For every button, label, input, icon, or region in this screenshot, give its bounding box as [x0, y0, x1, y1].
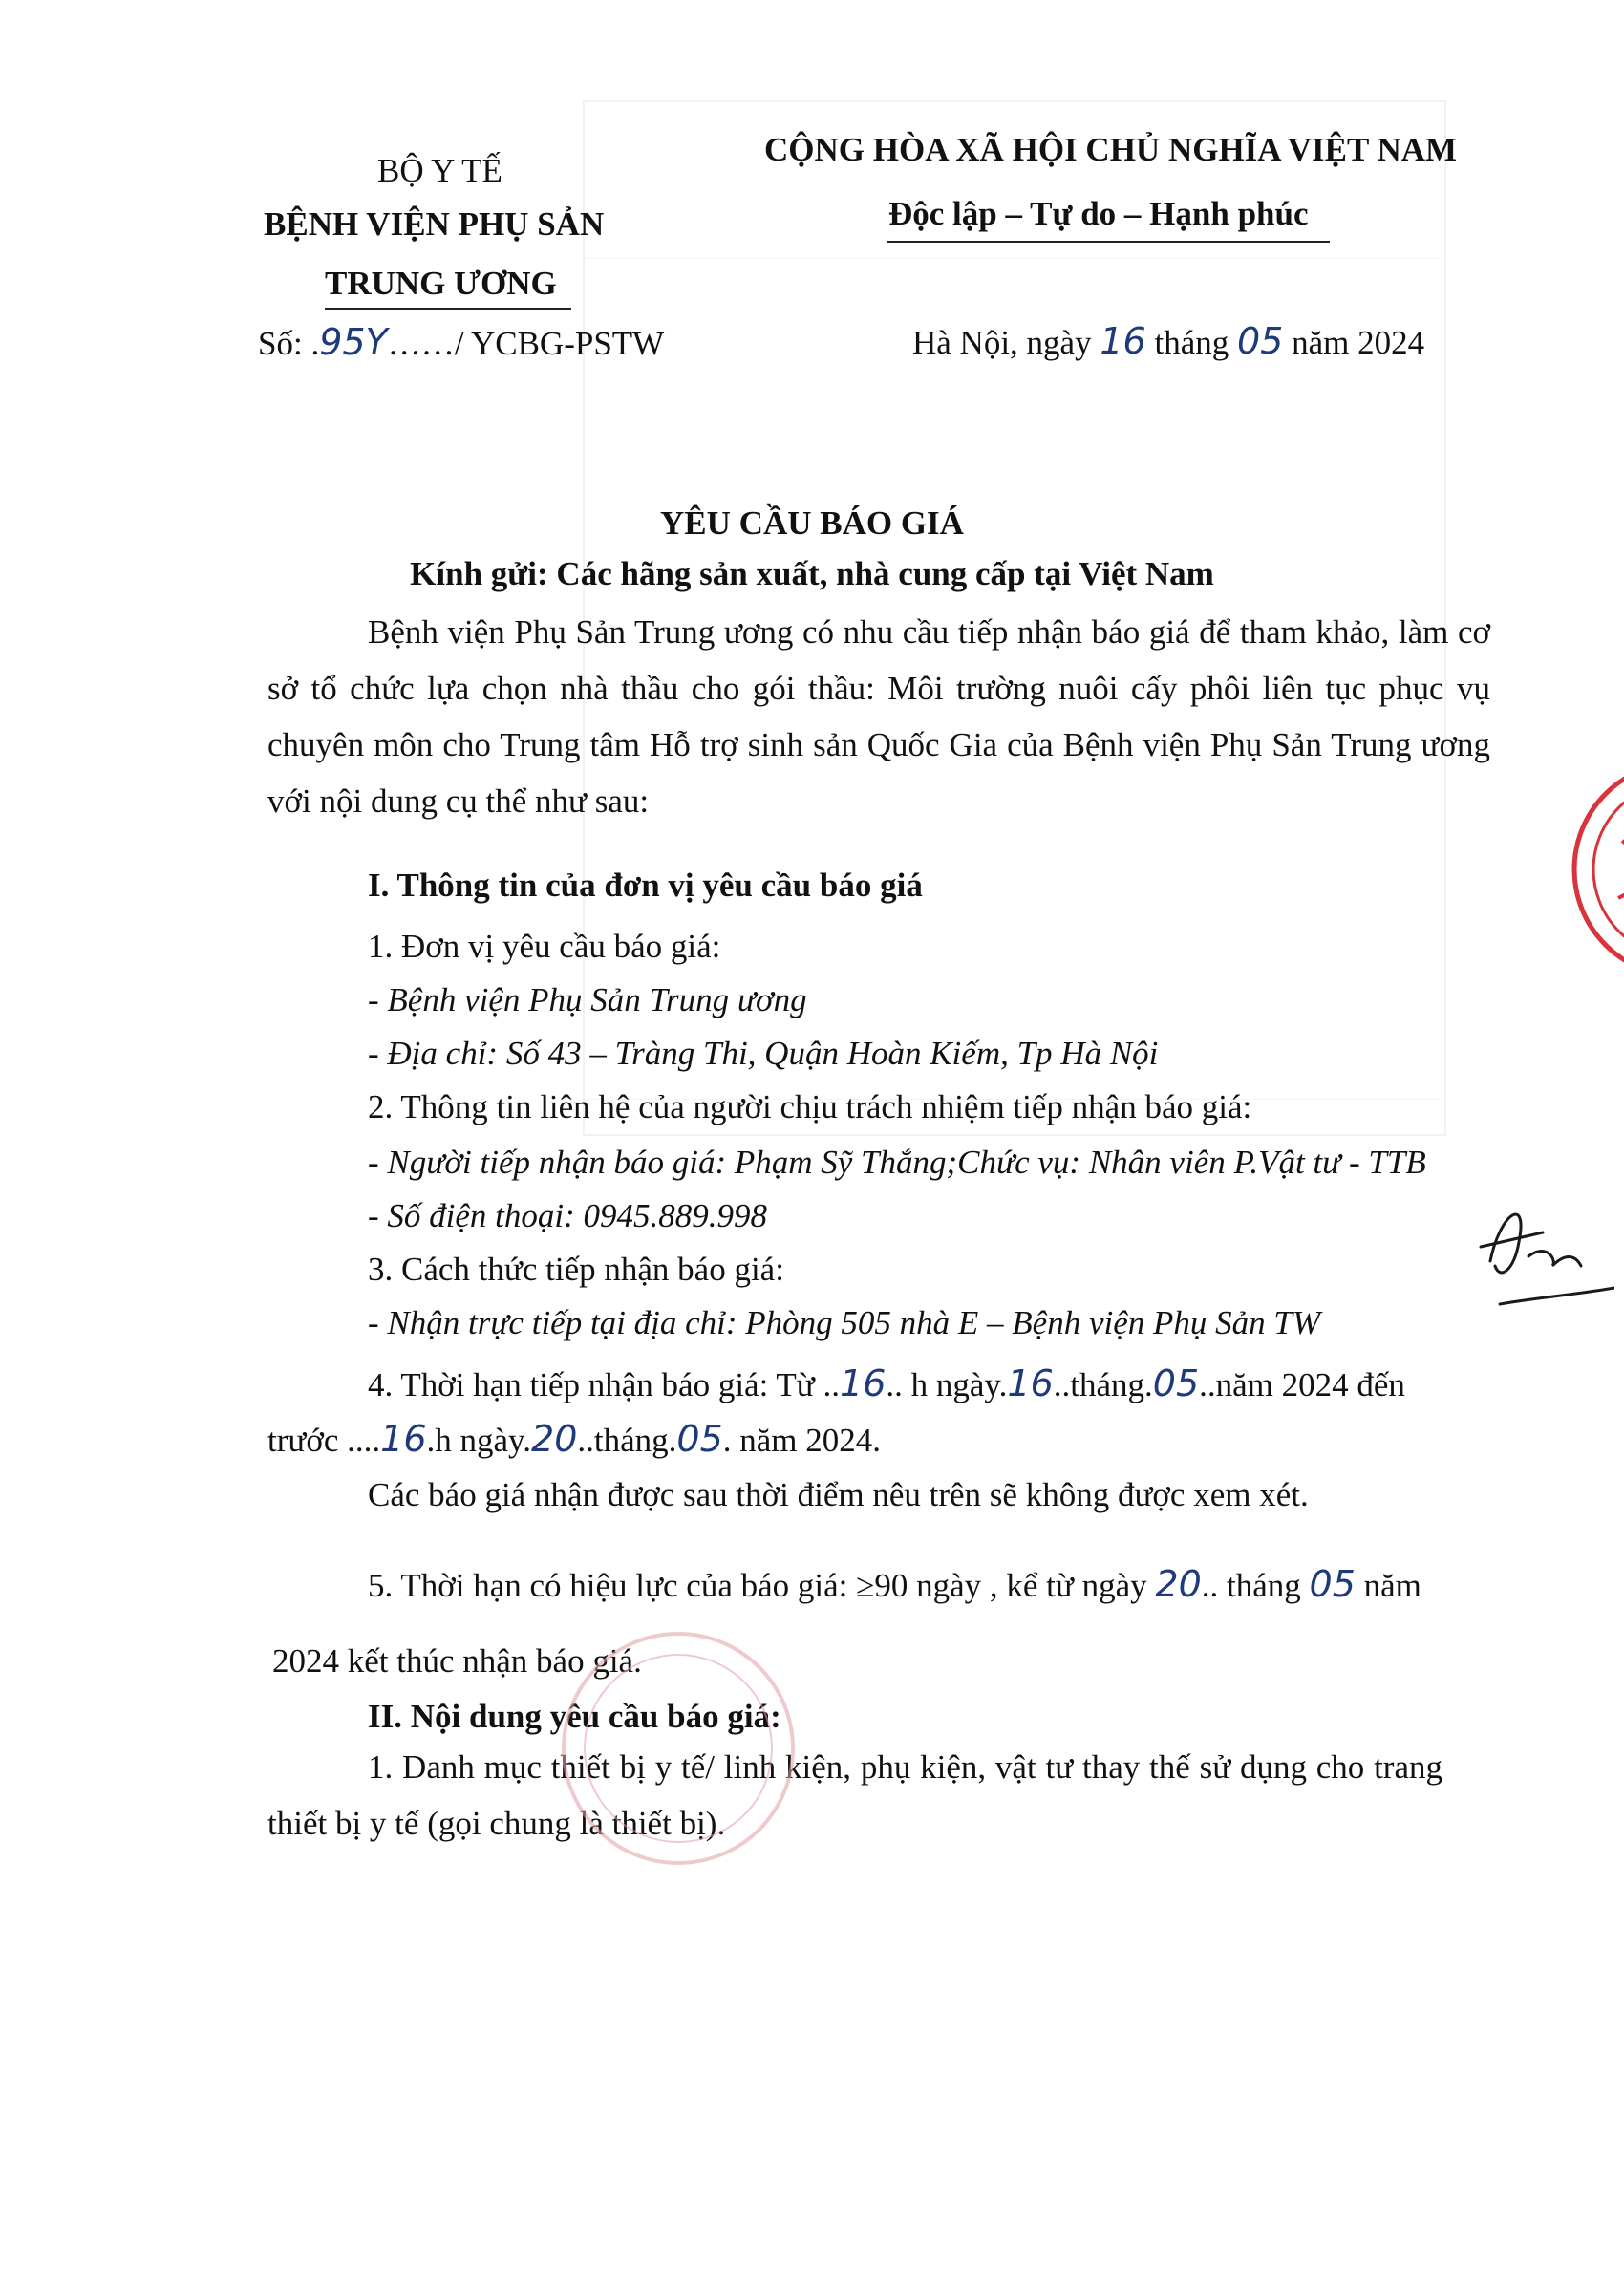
country-name: CỘNG HÒA XÃ HỘI CHỦ NGHĨA VIỆT NAM [764, 131, 1458, 168]
recipient-line: Kính gửi: Các hãng sản xuất, nhà cung cấp tại Việt Nam [410, 555, 1214, 592]
intro-paragraph: Bệnh viện Phụ Sản Trung ương có nhu cầu tiếp nhận báo giá để tham khảo, làm cơ sở tổ chức lựa chọn nhà thầu cho gói thầu: Môi trường nuôi cấy phôi liên tục phục vụ chuyên môn cho Trung tâm Hỗ trợ sinh sản Quốc Gia của Bệnh viện Phụ Sản Trung ương với nội dung cụ thể như sau: [267, 613, 1490, 820]
section-1-item-3: 3. Cách thức tiếp nhận báo giá: [368, 1251, 784, 1288]
unit-address: - Địa chỉ: Số 43 – Tràng Thi, Quận Hoàn Kiếm, Tp Hà Nội [368, 1035, 1159, 1072]
unit-name: - Bệnh viện Phụ Sản Trung ương [368, 981, 807, 1018]
stamp-partial-right [1538, 755, 1624, 984]
hospital-name-line1: BỆNH VIỆN PHỤ SẢN [264, 205, 605, 243]
ministry-name: BỘ Y TẾ [377, 152, 502, 189]
section-1-item-4-cont: trước ....16.h ngày.20..tháng.05. năm 2024. [267, 1418, 882, 1460]
hospital-name-line2: TRUNG ƯƠNG [325, 265, 557, 302]
national-motto: Độc lập – Tự do – Hạnh phúc [888, 195, 1309, 232]
section-2-item-1: 1. Danh mục thiết bị y tế/ linh kiện, phụ kiện, vật tư thay thế sử dụng cho trang thiết bị y tế (gọi chung là thiết bị). [267, 1748, 1442, 1842]
signature-initials [1462, 1175, 1614, 1318]
receive-method: - Nhận trực tiếp tại địa chỉ: Phòng 505 nhà E – Bệnh viện Phụ Sản TW [368, 1304, 1321, 1341]
date-day-handwritten: 16 [1100, 320, 1146, 362]
section-2-heading: II. Nội dung yêu cầu báo giá: [368, 1698, 781, 1735]
section-1-heading: I. Thông tin của đơn vị yêu cầu báo giá [368, 867, 923, 904]
section-1-item-5-cont: 2024 kết thúc nhận báo giá. [272, 1642, 642, 1680]
section-1-item-5: 5. Thời hạn có hiệu lực của báo giá: ≥90 ngày , kể từ ngày 20.. tháng 05 năm [368, 1563, 1421, 1605]
date-month-handwritten: 05 [1236, 320, 1284, 362]
hospital-underline [325, 308, 571, 310]
contact-phone: - Số điện thoại: 0945.889.998 [368, 1197, 768, 1234]
document-number-handwritten: 95Y [319, 321, 388, 363]
contact-person: - Người tiếp nhận báo giá: Phạm Sỹ Thắng;Chức vụ: Nhân viên P.Vật tư - TTB [368, 1144, 1426, 1181]
show-through-line [583, 258, 1442, 259]
motto-underline [887, 241, 1330, 243]
stamp-show-through [535, 1605, 822, 1892]
section-1-item-1: 1. Đơn vị yêu cầu báo giá: [368, 928, 721, 965]
section-1-item-4: 4. Thời hạn tiếp nhận báo giá: Từ ..16.. h ngày.16..tháng.05..năm 2024 đến [368, 1362, 1405, 1404]
document-date: Hà Nội, ngày 16 tháng 05 năm 2024 [912, 320, 1425, 362]
document-title: YÊU CẦU BÁO GIÁ [660, 504, 964, 542]
document-number: Số: .95Y……/ YCBG-PSTW [258, 321, 665, 363]
late-submission-note: Các báo giá nhận được sau thời điểm nêu trên sẽ không được xem xét. [368, 1476, 1309, 1513]
section-1-item-2: 2. Thông tin liên hệ của người chịu trách nhiệm tiếp nhận báo giá: [368, 1088, 1252, 1125]
